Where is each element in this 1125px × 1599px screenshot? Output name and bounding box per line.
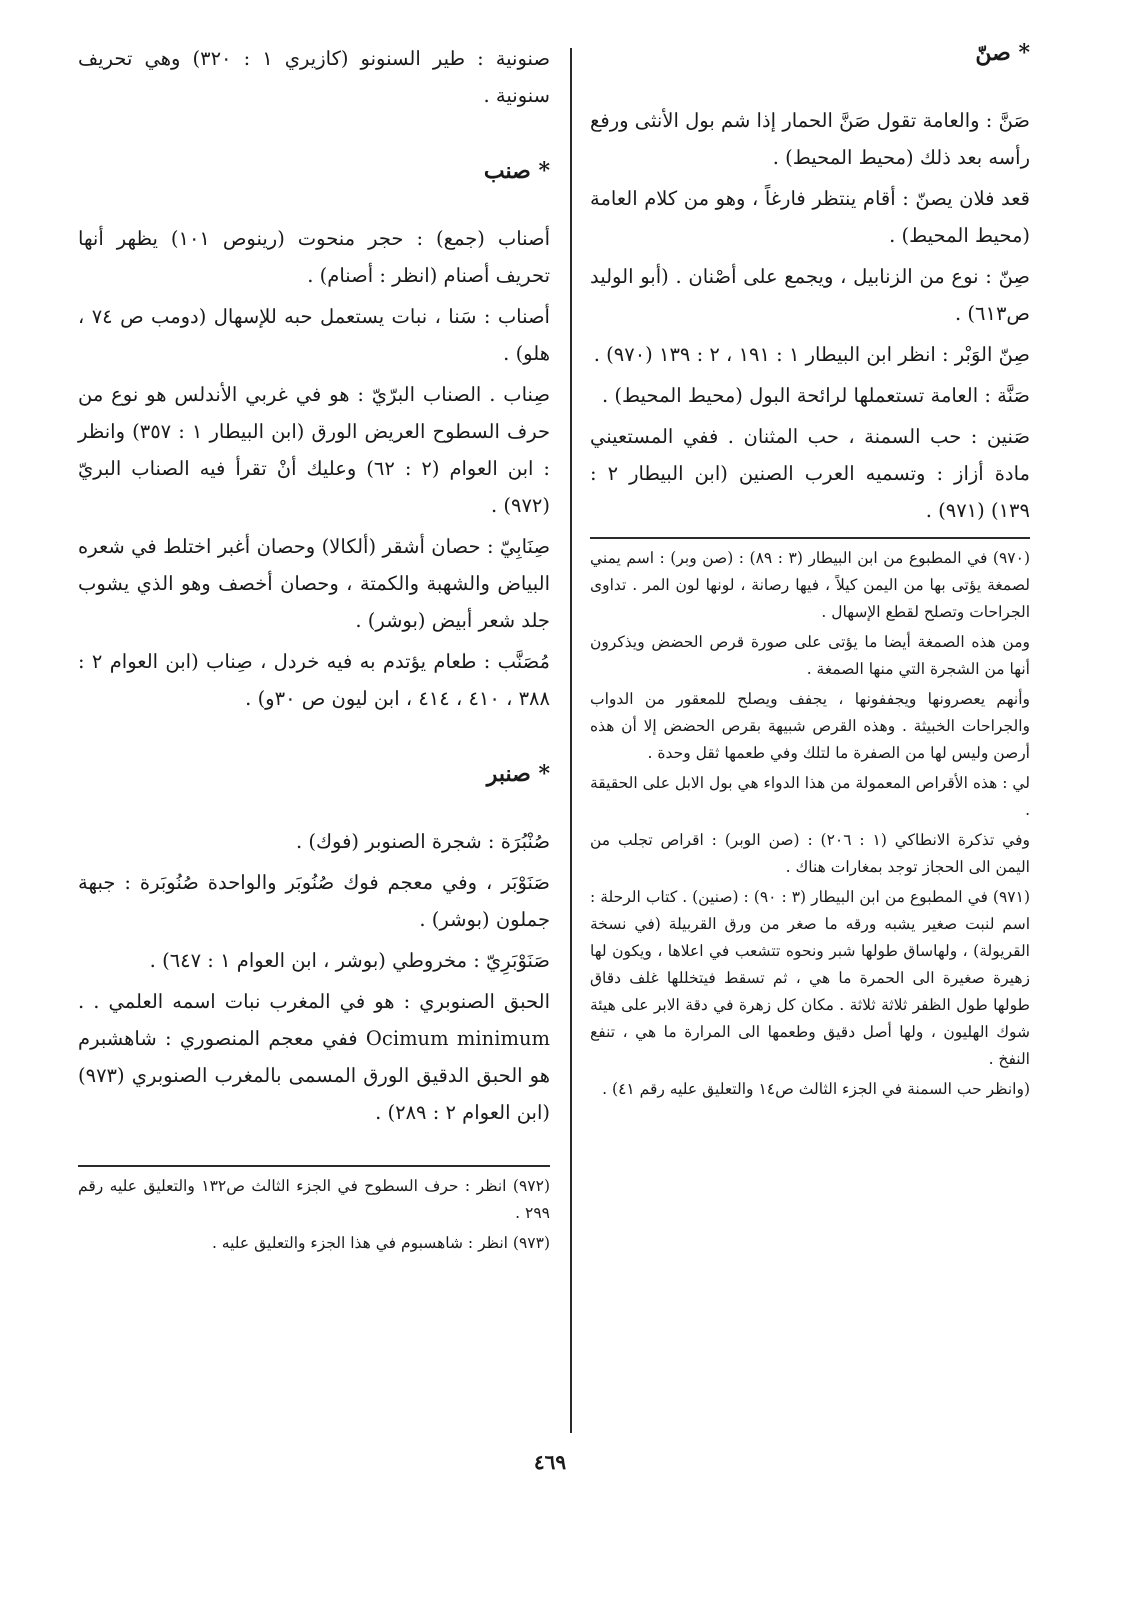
entry-sinabi: صِنَابِيّ : حصان أشقر (ألكالا) وحصان أغبر اختلط في شعره البياض والشهبة والكمتة ، وحصان أخصف وهو الذي يشوب جلد شعر أبيض (بوشر) . <box>78 535 550 632</box>
entry-sanna-smell: صَنَّة : العامة تستعملها لرائحة البول (محيط المحيط) . <box>602 384 1030 407</box>
column-divider <box>570 48 572 1433</box>
entry-sanuniya: صنونية : طير السنونو (كازيري ١ : ٣٢٠) وهي تحريف سنونية . <box>78 47 550 107</box>
left-column <box>78 40 550 1260</box>
entry-sanna: صَنَّ : والعامة تقول صَنَّ الحمار إذا شم بول الأنثى ورفع رأسه بعد ذلك (محيط المحيط) . <box>590 109 1030 169</box>
footnote-divider <box>590 537 1030 539</box>
heading-sanab: * صنب <box>483 158 550 184</box>
right-column <box>590 40 1030 1106</box>
footnote-972: (٩٧٢) انظر : حرف السطوح في الجزء الثالث ص١٣٢ والتعليق عليه رقم ٢٩٩ . <box>78 1177 550 1222</box>
entry-sinab: صِناب . الصناب البرّيّ : هو في غربي الأندلس هو نوع من حرف السطوح العريض الورق (ابن البيطار ١ : ٣٥٧) وانظر : ابن العوام (٢ : ٦٢) وعليك أنْ تقرأ فيه الصناب البريّ (٩٧٢) . <box>78 383 551 517</box>
entry-sinn-alwabr: صِنّ الوَبْر : انظر ابن البيطار ١ : ١٩١ ، ٢ : ١٣٩ (٩٧٠) . <box>593 343 1030 366</box>
footnote-971-cont: (وانظر حب السمنة في الجزء الثالث ص١٤ والتعليق عليه رقم ٤١) . <box>602 1080 1030 1098</box>
footnote-973: (٩٧٣) انظر : شاهسبوم في هذا الجزء والتعليق عليه . <box>211 1234 550 1252</box>
entry-habaq-sanawbari: الحبق الصنوبري : هو في المغرب نبات اسمه العلمي . . Ocimum minimum ففي معجم المنصوري : شاهشبرم هو الحبق الدقيق الورق المسمى بالمغرب الصنوبري (٩٧٣) (ابن العوام ٢ : ٢٨٩) . <box>78 990 550 1124</box>
entry-sanawbar: صَنَوْبَر ، وفي معجم فوك صُنُوبَر والواحدة صُنُوبَرة : جبهة جملون (بوشر) . <box>78 871 550 931</box>
footnote-divider-left <box>78 1165 550 1167</box>
heading-sanbar: * صنبر <box>486 761 550 787</box>
footnote-970-cont3: لي : هذه الأقراص المعمولة من هذا الدواء هي بول الابل على الحقيقة . <box>590 774 1030 819</box>
entry-asnab-stone: أصناب (جمع) : حجر منحوت (رينوص ١٠١) يظهر أنها تحريف أصنام (انظر : أصنام) . <box>78 227 551 287</box>
footnotes-left <box>78 1173 550 1257</box>
entry-musannab: مُصَنَّب : طعام يؤتدم به فيه خردل ، صِناب (ابن العوام ٢ : ٣٨٨ ، ٤١٠ ، ٤١٤ ، ابن ليون ص ٣٠و) . <box>78 650 550 710</box>
footnotes-right <box>590 545 1030 1103</box>
footnote-971: (٩٧١) في المطبوع من ابن البيطار (٣ : ٩٠) : (صنين) . كتاب الرحلة : اسم لنبت صغير يشبه ورقه ما صغر من ورق القربيلة (في نسخة القريولة) ، ولهاساق طولها شبر ونحوه تتشعب في اعلاها ، ويكون لها زهيرة صغيرة الى الحمرة ما هي ، ثم تسقط فيتخللها غلف دقاق طولها طول الظفر ثلاثة ثلاثة . مكان كل زهرة في دقة الابر على هيئة شوك الهليون ، ولها أصل دقيق وطعمها الى المرارة ما هي ، تنفع النفخ . <box>590 888 1030 1068</box>
footnote-970-cont2: وأنهم يعصرونها ويجففونها ، يجفف ويصلح للمعقور من الدواب والجراحات الخبيثة . وهذه القرص شبيهة بقرص الحضض إلا أن هذه أرصن وليس لها من الصفرة ما لتلك وفي طعمها ثقل وحدة . <box>590 690 1030 762</box>
heading-sann: * صنّ <box>975 40 1030 66</box>
entry-asnab-senna: أصناب : سَنا ، نبات يستعمل حبه للإسهال (دومب ص ٧٤ ، هلو) . <box>78 305 550 365</box>
entry-sinn: صِنّ : نوع من الزنابيل ، ويجمع على أصْنان . (أبو الوليد ص٦١٣) . <box>590 265 1030 325</box>
footnote-970-cont1: ومن هذه الصمغة أيضا ما يؤتى على صورة قرص الحضض ويذكرون أنها من الشجرة التي منها الصمغة . <box>590 633 1030 678</box>
entry-sanin: صَنين : حب السمنة ، حب المثنان . ففي المستعيني مادة أزاز : وتسميه العرب الصنين (ابن البيطار ٢ : ١٣٩) (٩٧١) . <box>590 425 1030 522</box>
footnote-970: (٩٧٠) في المطبوع من ابن البيطار (٣ : ٨٩) : (صن وبر) : اسم يمني لصمغة يؤتى بها من اليمن كيلاً ، فيها رصانة ، لونها لون المر . تداوى الجراحات وتصلح لقطع الإسهال . <box>590 549 1030 621</box>
page-number: ٤٦٩ <box>533 1450 567 1474</box>
entry-sunbura: صُنْبُرَة : شجرة الصنوبر (فوك) . <box>295 830 550 853</box>
entry-qaada-fulan: قعد فلان يصنّ : أقام ينتظر فارغاً ، وهو من كلام العامة (محيط المحيط) . <box>590 187 1030 247</box>
entry-sanawbari: صَنَوْبَرِيّ : مخروطي (بوشر ، ابن العوام ١ : ٦٤٧) . <box>149 949 550 972</box>
footnote-970-cont4: وفي تذكرة الانطاكي (١ : ٢٠٦) : (صن الوبر) : اقراص تجلب من اليمن الى الحجاز توجد بمغارات هناك . <box>590 831 1030 876</box>
